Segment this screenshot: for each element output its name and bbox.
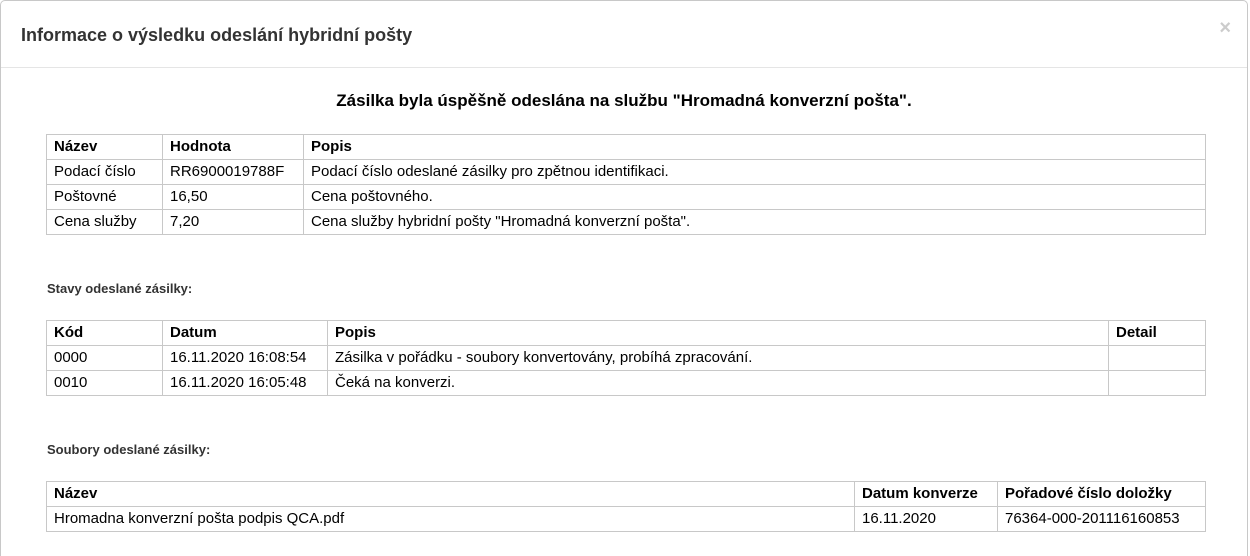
- table-header-row: [47, 482, 1206, 507]
- table-cell: 16,50: [163, 185, 304, 210]
- result-message: Zásilka byla úspěšně odeslána na službu "Hromadná konverzní pošta".: [336, 91, 912, 110]
- table-row: [47, 371, 1206, 396]
- table-row: [47, 185, 1206, 210]
- table-cell: Čeká na konverzi.: [328, 371, 1109, 396]
- table-row: [47, 507, 1206, 532]
- table-cell: Cena služby hybridní pošty "Hromadná konverzní pošta".: [304, 210, 1206, 235]
- table-cell: Poštovné: [47, 185, 163, 210]
- table-header-row: [47, 321, 1206, 346]
- table-cell: 7,20: [163, 210, 304, 235]
- table-row: [47, 346, 1206, 371]
- close-icon[interactable]: ×: [1219, 17, 1231, 39]
- table-cell: 0010: [47, 371, 163, 396]
- column-header: Pořadové číslo doložky: [998, 482, 1206, 507]
- column-header: Detail: [1109, 321, 1206, 346]
- table-cell: 16.11.2020 16:05:48: [163, 371, 328, 396]
- column-header: Datum konverze: [855, 482, 998, 507]
- table-cell: Cena poštovného.: [304, 185, 1206, 210]
- column-header: Hodnota: [163, 135, 304, 160]
- dialog-body: [1, 68, 1247, 556]
- column-header: Název: [47, 482, 855, 507]
- table-cell: [1109, 346, 1206, 371]
- column-header: Název: [47, 135, 163, 160]
- table-cell: Zásilka v pořádku - soubory konvertovány, probíhá zpracování.: [328, 346, 1109, 371]
- table-cell: Hromadna konverzní pošta podpis QCA.pdf: [47, 507, 855, 532]
- column-header: Popis: [304, 135, 1206, 160]
- table-cell: Podací číslo: [47, 160, 163, 185]
- dialog-title: Informace o výsledku odeslání hybridní pošty: [21, 25, 413, 45]
- files-table: [46, 481, 1206, 532]
- table-row: [47, 210, 1206, 235]
- table-cell: 16.11.2020: [855, 507, 998, 532]
- dialog-header: [1, 1, 1247, 68]
- table-cell: 0000: [47, 346, 163, 371]
- table-cell: Cena služby: [47, 210, 163, 235]
- column-header: Popis: [328, 321, 1109, 346]
- table-cell: [1109, 371, 1206, 396]
- files-section-label: Soubory odeslané zásilky:: [47, 442, 211, 457]
- table-cell: 76364-000-201116160853: [998, 507, 1206, 532]
- table-cell: RR6900019788F: [163, 160, 304, 185]
- status-section-label: Stavy odeslané zásilky:: [47, 281, 193, 296]
- table-row: [47, 160, 1206, 185]
- table-header-row: [47, 135, 1206, 160]
- status-table: [46, 320, 1206, 396]
- table-cell: 16.11.2020 16:08:54: [163, 346, 328, 371]
- column-header: Kód: [47, 321, 163, 346]
- column-header: Datum: [163, 321, 328, 346]
- info-table: [46, 134, 1206, 235]
- table-cell: Podací číslo odeslané zásilky pro zpětnou identifikaci.: [304, 160, 1206, 185]
